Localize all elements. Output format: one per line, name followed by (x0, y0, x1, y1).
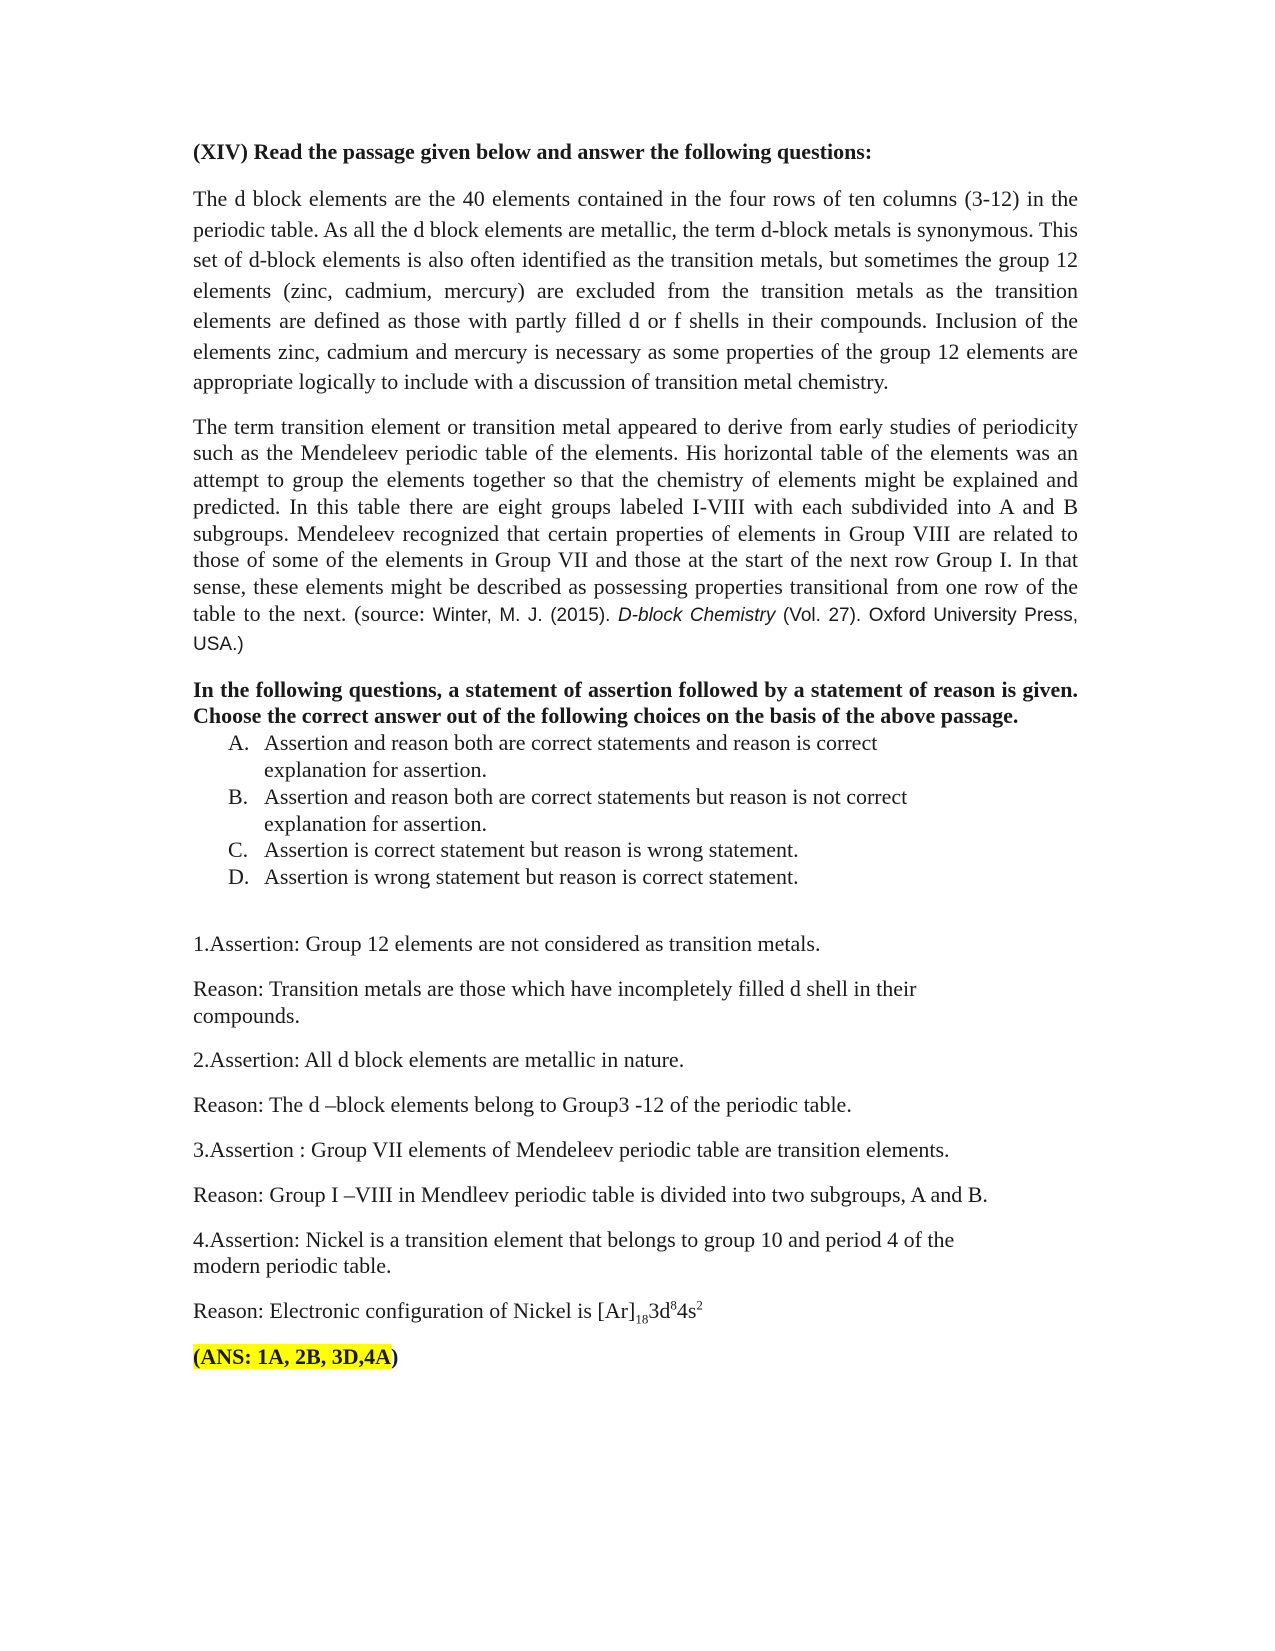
citation-author: Winter, M. J. (2015). (432, 605, 618, 627)
subscript-18: 18 (635, 1311, 649, 1327)
choice-b (228, 784, 948, 838)
passage-paragraph-2-text: The term transition element or transition metal appeared to derive from early studies of periodicity such as the Mendeleev periodic table of the elements. His horizontal table of the elements was an attempt to group the elements together so that the chemistry of elements might be explained and predicted. In this table there are eight groups labeled I-VIII with each subdivided into A and B subgroups. Mendeleev recognized that certain properties of elements in Group VIII are related to those of some of the elements in Group VII and those at the start of the next row Group I. In that sense, these elements might be described as possessing properties transitional from one row of the table to the next. (source: (193, 413, 1078, 627)
choice-c (228, 837, 948, 864)
question-3-assertion: 3.Assertion : Group VII elements of Mendeleev periodic table are transition elements. (193, 1137, 950, 1163)
question-2-assertion: 2.Assertion: All d block elements are metallic in nature. (193, 1047, 685, 1073)
choice-letter: B. (228, 783, 249, 809)
question-2-reason: Reason: The d –block elements belong to Group3 -12 of the periodic table. (193, 1092, 852, 1118)
question-1-reason: Reason: Transition metals are those which have incompletely filled d shell in their compounds. (193, 975, 917, 1028)
question-1-assertion: 1.Assertion: Group 12 elements are not considered as transition metals. (193, 931, 821, 957)
citation-rest: (Vol. 27). Oxford University Press, USA.) (193, 605, 1078, 655)
instruction-text: In the following questions, a statement of assertion followed by a statement of reason is given. Choose the correct answer out of the following choices on the basis of the above passage. (193, 676, 1078, 729)
passage-paragraph-1: The d block elements are the 40 elements contained in the four rows of ten columns (3-12) in the periodic table. As all the d block elements are metallic, the term d-block metals is synonymous. This set of d-block elements is also often identified as the transition metals, but sometimes the group 12 elements (zinc, cadmium, mercury) are excluded from the transition metals as the transition elements are defined as those with partly filled d or f shells in their compounds. Inclusion of the elements zinc, cadmium and mercury is necessary as some properties of the group 12 elements are appropriate logically to include with a discussion of transition metal chemistry. (193, 186, 1078, 394)
superscript-8: 8 (670, 1297, 677, 1313)
question-4-assertion: 4.Assertion: Nickel is a transition element that belongs to group 10 and period 4 of the modern periodic table. (193, 1226, 955, 1279)
question-4-reason (193, 1298, 1078, 1325)
reason-prefix: Reason: Electronic configuration of Nickel is [Ar] (193, 1298, 636, 1324)
answer-highlight: (ANS: 1A, 2B, 3D,4A (193, 1344, 391, 1370)
answer-closing-paren: ) (391, 1344, 399, 1370)
choice-letter: A. (228, 730, 250, 756)
choice-d (228, 864, 948, 891)
choice-letter: D. (228, 864, 250, 890)
reason-4s: 4s (676, 1298, 697, 1324)
choice-text: Assertion is wrong statement but reason is correct statement. (264, 864, 799, 890)
answer-key (193, 1343, 1078, 1371)
superscript-2: 2 (696, 1297, 703, 1313)
questions-block (193, 931, 1078, 1325)
choice-text: Assertion and reason both are correct statements and reason is correct explanation for assertion. (264, 730, 878, 783)
answer-choices-list (193, 730, 948, 891)
choice-text: Assertion is correct statement but reason is wrong statement. (264, 837, 799, 863)
section-heading: (XIV) Read the passage given below and answer the following questions: (193, 139, 873, 164)
citation-title: D-block Chemistry (617, 605, 776, 627)
reason-3d: 3d (648, 1298, 671, 1324)
choice-letter: C. (228, 837, 249, 863)
choice-a (228, 730, 948, 784)
passage-paragraph-2 (193, 414, 1078, 659)
question-3-reason: Reason: Group I –VIII in Mendleev periodic table is divided into two subgroups, A and B. (193, 1181, 988, 1207)
document-page (193, 138, 1078, 1393)
choice-text: Assertion and reason both are correct statements but reason is not correct explanation for assertion. (264, 783, 908, 836)
